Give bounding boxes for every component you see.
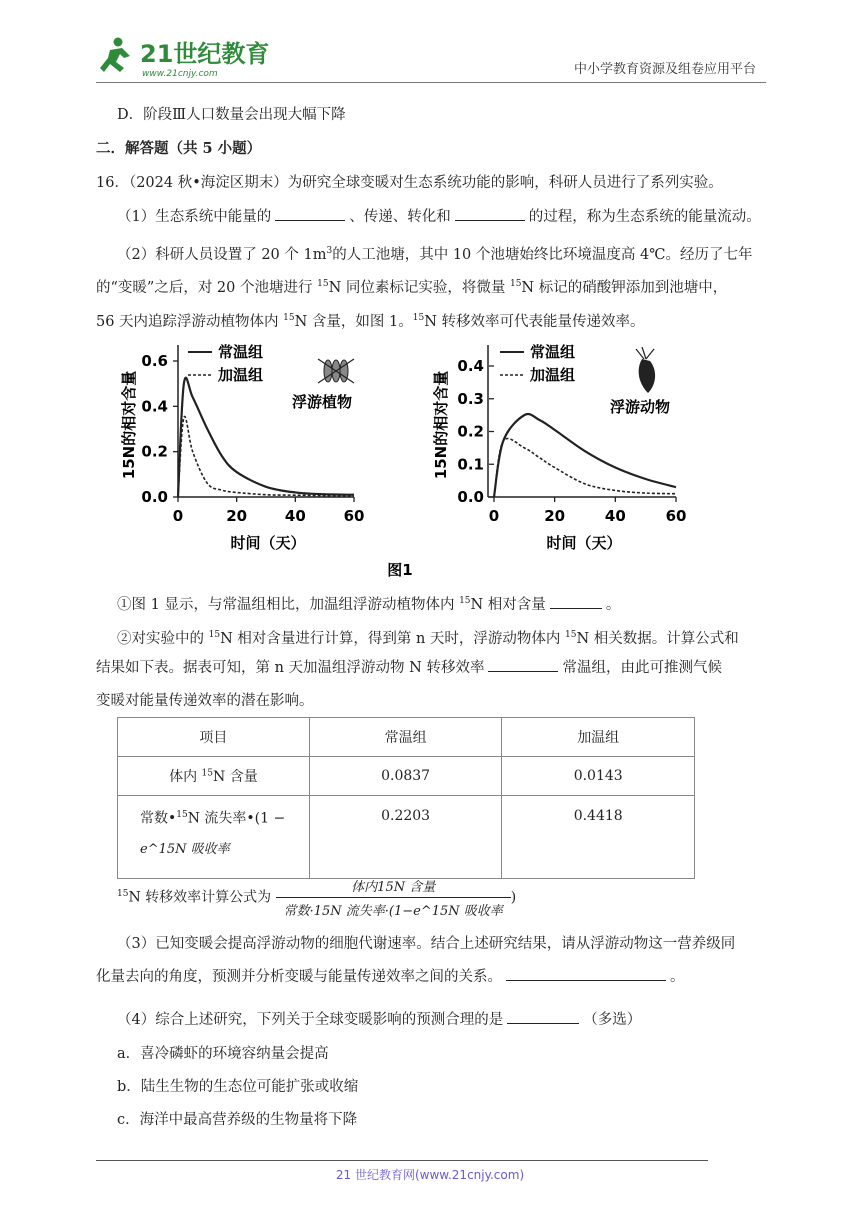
right-xtick-label: 60 bbox=[665, 507, 687, 525]
table-header-item: 项目 bbox=[118, 718, 310, 757]
formula: $^{15}$N 转移效率计算公式为 $\frac{\text{体内15N 含量}}{\text{常数·15N 流失率·(1−e\textasciicircum{}15N 吸收率}}$ ) bbox=[117, 876, 516, 919]
table-header-normal: 常温组 bbox=[309, 718, 502, 757]
table-cell-label: 体内 $^{15}$N 含量 bbox=[118, 757, 310, 796]
table-header-row bbox=[118, 718, 695, 757]
q16-part3-line1: （3）已知变暖会提高浮游动物的细胞代谢速率。结合上述研究结果，请从浮游动物这一营养级同 bbox=[117, 936, 736, 952]
right-ytick-label: 0.2 bbox=[457, 422, 484, 441]
left-legend-heated: 加温组 bbox=[218, 366, 264, 384]
q16-sub2-line3: 变暖对能量传递效率的潜在影响。 bbox=[96, 693, 314, 709]
right-xlabel: 时间（天） bbox=[546, 534, 622, 552]
data-table bbox=[117, 717, 695, 879]
logo-url: www.21cnjy.com bbox=[142, 69, 218, 79]
logo-text: 21世纪教育 bbox=[140, 40, 270, 68]
table-row bbox=[118, 757, 695, 796]
answer-blank-2[interactable] bbox=[455, 206, 525, 221]
right-xtick-label: 40 bbox=[604, 507, 626, 525]
left-ylabel: 15N的相对含量 bbox=[120, 370, 138, 480]
answer-blank-6[interactable] bbox=[507, 1009, 579, 1024]
formula-fraction: $\frac{\text{体内15N 含量}}{\text{常数·15N 流失率·(1−e\textasciicircum{}15N 吸收率}}$ bbox=[276, 876, 511, 919]
q16-sub2-line2: 结果如下表。据表可知，第 n 天加温组浮游动物 N 转移效率 常温组，由此可推测气候 bbox=[96, 657, 722, 679]
right-legend-normal: 常温组 bbox=[530, 343, 576, 361]
footer-divider bbox=[96, 1160, 708, 1161]
right-ylabel: 15N的相对含量 bbox=[432, 370, 450, 480]
table-cell-value: 0.0837 bbox=[309, 757, 502, 796]
right-xtick-label: 0 bbox=[488, 507, 500, 525]
table-header-heated: 加温组 bbox=[502, 718, 695, 757]
left-organism-label: 浮游植物 bbox=[292, 393, 353, 411]
chart-zooplankton bbox=[432, 343, 686, 552]
q16-part1: （1）生态系统中能量的 、传递、转化和 的过程，称为生态系统的能量流动。 bbox=[117, 206, 761, 228]
figure-caption: 图1 bbox=[387, 561, 413, 579]
table-cell-value: 0.2203 bbox=[309, 796, 502, 879]
left-xlabel: 时间（天） bbox=[230, 534, 306, 552]
answer-blank-1[interactable] bbox=[275, 206, 345, 221]
section-title: 二．解答题（共 5 小题） bbox=[96, 140, 262, 157]
right-organism-label: 浮游动物 bbox=[610, 398, 671, 416]
left-xtick-label: 20 bbox=[226, 507, 248, 525]
left-ytick-label: 0.6 bbox=[141, 352, 168, 370]
left-ytick-label: 0.4 bbox=[141, 397, 168, 416]
right-ytick-label: 0.0 bbox=[457, 488, 484, 506]
q16-sub1: ①图 1 显示，与常温组相比，加温组浮游动植物体内 $^{15}$N 相对含量 。 bbox=[117, 590, 620, 616]
q16-part2-line2: 的“变暖”之后，对 20 个池塘进行 $^{15}$N 同位素标记实验，将微量 $^{15}$N 标记的硝酸钾添加到池塘中， bbox=[96, 279, 728, 296]
option-a: a．喜冷磷虾的环境容纳量会提高 bbox=[117, 1046, 329, 1062]
figure-1 bbox=[110, 335, 710, 585]
q16-part3-line2: 化量去向的角度，预测并分析变暖与能量传递效率之间的关系。 。 bbox=[96, 966, 685, 988]
right-legend-heated: 加温组 bbox=[530, 366, 576, 384]
right-ytick-label: 0.1 bbox=[457, 455, 484, 474]
right-xtick-label: 20 bbox=[544, 507, 566, 525]
left-legend-normal: 常温组 bbox=[218, 343, 264, 361]
table-cell-value: 0.0143 bbox=[502, 757, 695, 796]
q16-part2-line3: 56 天内追踪浮游动植物体内 $^{15}$N 含量，如图 1。$^{15}$N 转移效率可代表能量传递效率。 bbox=[96, 313, 645, 330]
phytoplankton-icon bbox=[318, 359, 354, 383]
table-cell-label: 常数•$^{15}$N 流失率•(1 − e^15N 吸收率 bbox=[118, 796, 310, 879]
answer-blank-5[interactable] bbox=[506, 966, 666, 981]
left-xtick-label: 60 bbox=[343, 507, 365, 525]
chart-phytoplankton bbox=[120, 343, 364, 552]
left-ytick-label: 0.2 bbox=[141, 442, 168, 461]
table-cell-value: 0.4418 bbox=[502, 796, 695, 879]
q16-sub2-line1: ②对实验中的 $^{15}$N 相对含量进行计算，得到第 n 天时，浮游动物体内 $^{15}$N 相关数据。计算公式和 bbox=[117, 630, 739, 647]
right-series-heated-line bbox=[494, 439, 676, 497]
option-b: b．陆生生物的生态位可能扩张或收缩 bbox=[117, 1079, 359, 1095]
header-platform-text: 中小学教育资源及组卷应用平台 bbox=[573, 62, 756, 77]
option-c: c．海洋中最高营养级的生物量将下降 bbox=[117, 1112, 358, 1128]
right-ytick-label: 0.4 bbox=[457, 357, 484, 375]
footer-link[interactable]: 21 世纪教育网(www.21cnjy.com) bbox=[335, 1168, 525, 1182]
right-ytick-label: 0.3 bbox=[457, 389, 484, 408]
zooplankton-icon bbox=[636, 347, 655, 393]
left-series-heated-line bbox=[178, 416, 354, 497]
q16-stem: 16．（2024 秋•海淀区期末）为研究全球变暖对生态系统功能的影响，科研人员进行了系列实验。 bbox=[96, 175, 723, 191]
left-xtick-label: 40 bbox=[284, 507, 306, 525]
table-row bbox=[118, 796, 695, 879]
left-xtick-label: 0 bbox=[172, 507, 184, 525]
q16-part4: （4）综合上述研究，下列关于全球变暖影响的预测合理的是 （多选） bbox=[117, 1009, 641, 1031]
answer-blank-4[interactable] bbox=[488, 657, 558, 672]
option-d-prev: D．阶段Ⅲ人口数量会出现大幅下降 bbox=[117, 107, 346, 123]
answer-blank-3[interactable] bbox=[550, 594, 602, 609]
left-ytick-label: 0.0 bbox=[141, 488, 168, 506]
q16-part2-line1: （2）科研人员设置了 20 个 $1m^3$的人工池塘，其中 10 个池塘始终比环境温度高 4℃。经历了七年 bbox=[117, 246, 753, 263]
